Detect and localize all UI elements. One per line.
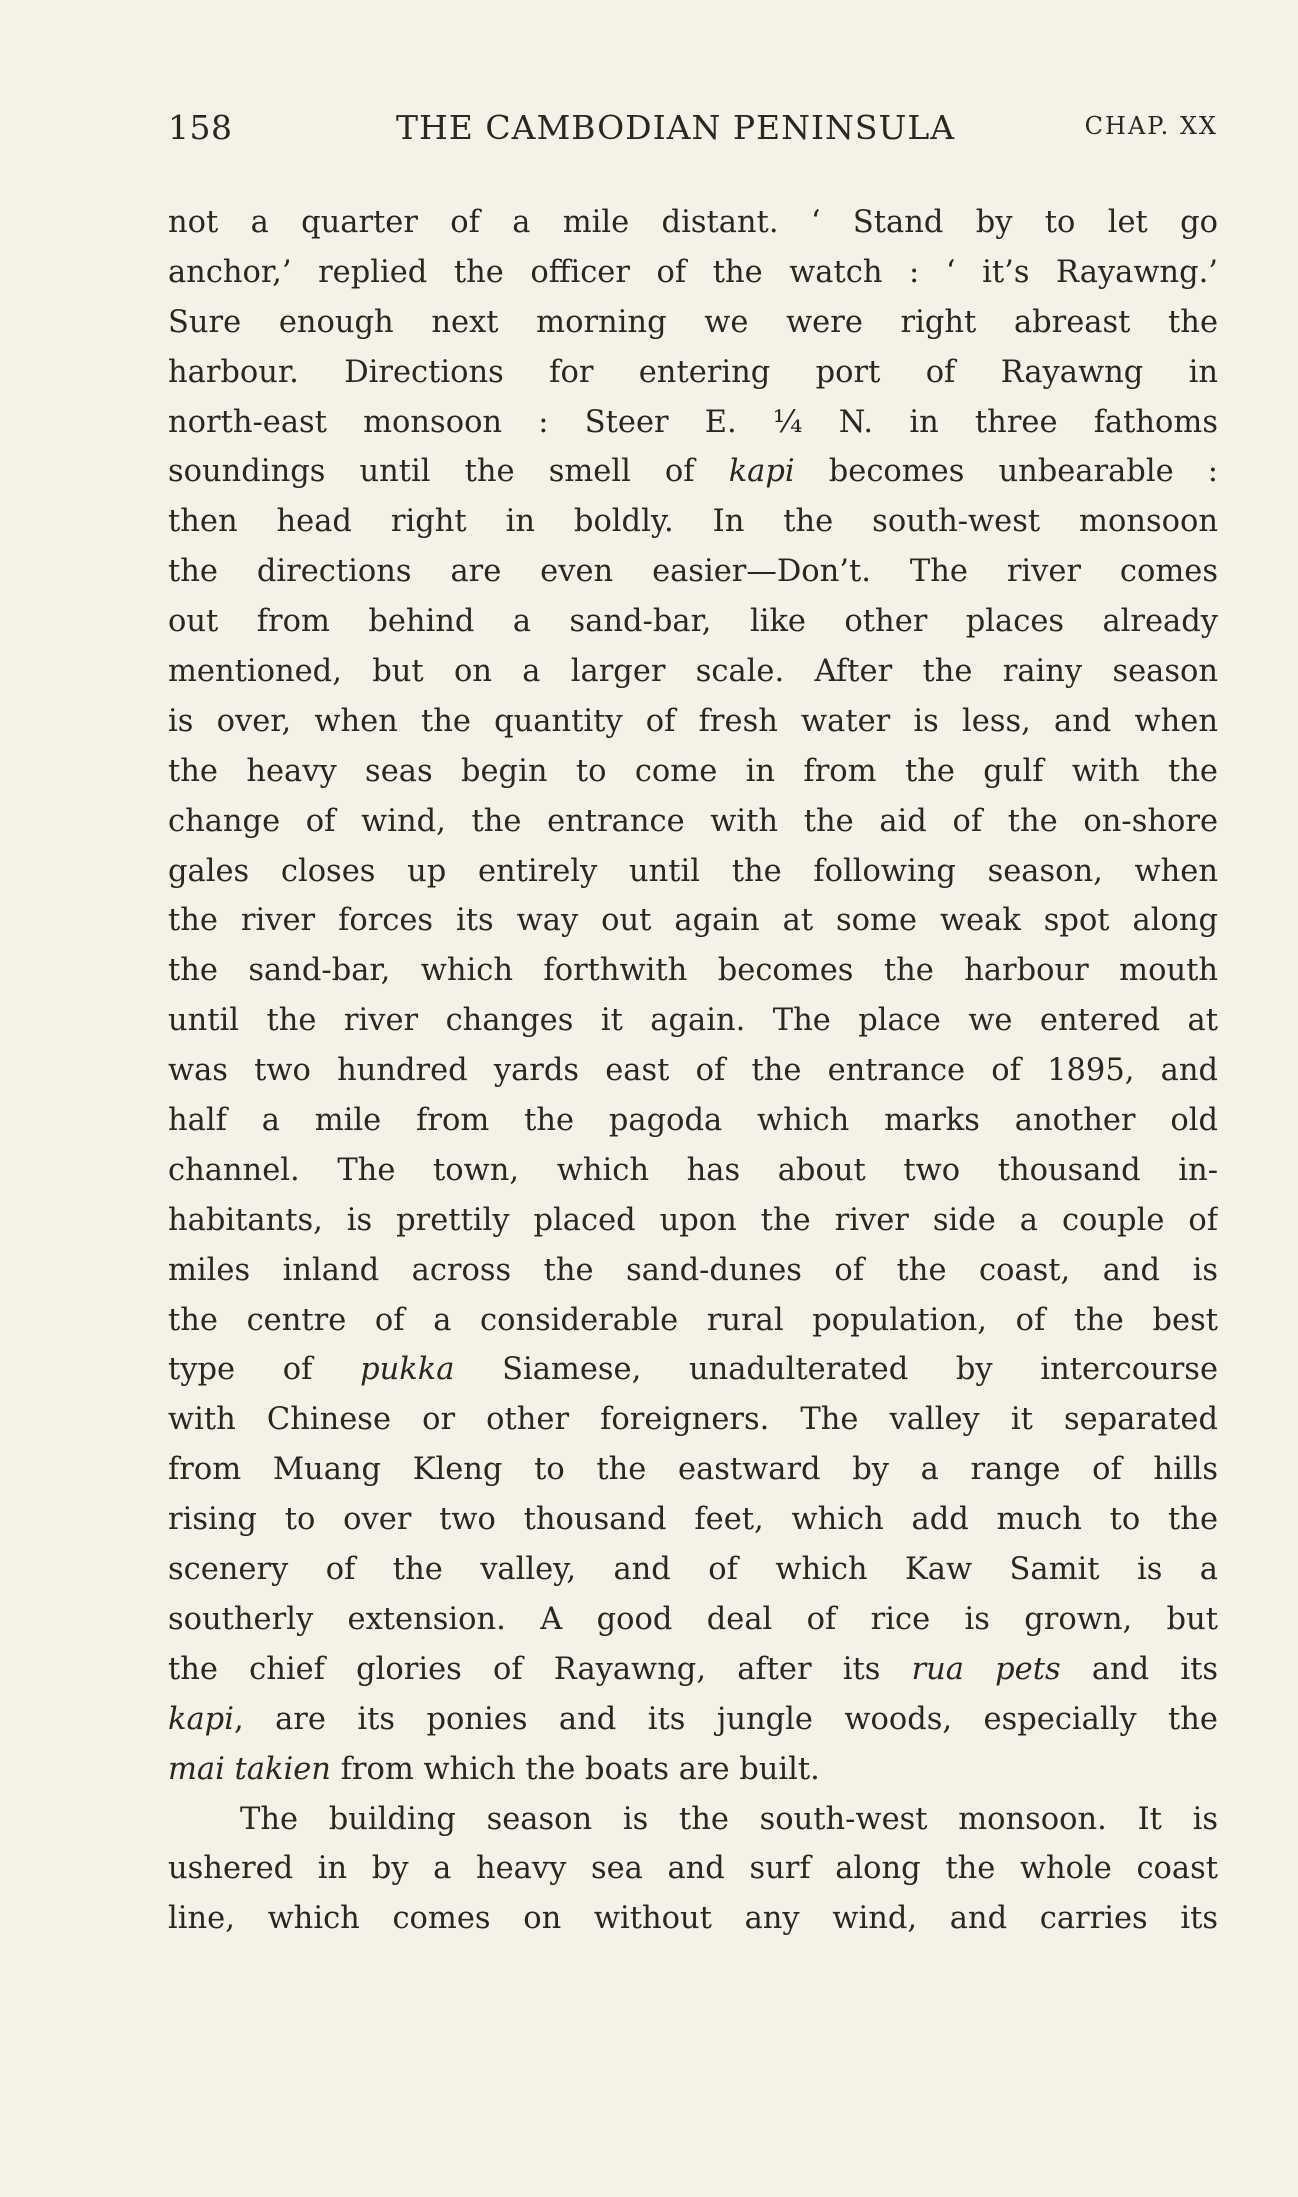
text-line: change of wind, the entrance with the aid of the on-shore bbox=[168, 803, 1218, 839]
text-line: anchor,’ replied the officer of the watch : ‘ it’s Rayawng.’ bbox=[168, 254, 1218, 290]
body-text bbox=[168, 198, 1218, 1944]
text-line: kapi, are its ponies and its jungle woods, especially the bbox=[168, 1701, 1218, 1737]
text-line: is over, when the quantity of fresh water is less, and when bbox=[168, 703, 1218, 739]
text-line: habitants, is prettily placed upon the river side a couple of bbox=[168, 1202, 1218, 1238]
text-line: with Chinese or other foreigners. The valley it separated bbox=[168, 1402, 1218, 1438]
text-line: scenery of the valley, and of which Kaw Samit is a bbox=[168, 1552, 1218, 1588]
text-line: the sand-bar, which forthwith becomes the harbour mouth bbox=[168, 953, 1218, 989]
text-line: miles inland across the sand-dunes of the coast, and is bbox=[168, 1252, 1218, 1288]
running-head: THE CAMBODIAN PENINSULA bbox=[396, 108, 956, 147]
text-line: rising to over two thousand feet, which add much to the bbox=[168, 1502, 1218, 1538]
text-line: gales closes up entirely until the following season, when bbox=[168, 853, 1218, 889]
text-line: soundings until the smell of kapi becomes unbearable : bbox=[168, 454, 1218, 490]
text-line: not a quarter of a mile distant. ‘ Stand by to let go bbox=[168, 205, 1218, 240]
text-line: line, which comes on without any wind, and carries its bbox=[168, 1901, 1218, 1937]
text-line: the river forces its way out again at some weak spot along bbox=[168, 903, 1218, 939]
text-line: the directions are even easier—Don’t. The river comes bbox=[168, 554, 1218, 590]
text-line: mai takien from which the boats are built. bbox=[168, 1751, 820, 1787]
text-line: southerly extension. A good deal of rice is grown, but bbox=[168, 1601, 1218, 1637]
text-line: out from behind a sand-bar, like other places already bbox=[168, 604, 1218, 640]
text-line: was two hundred yards east of the entrance of 1895, and bbox=[168, 1053, 1218, 1089]
text-line: north-east monsoon : Steer E. ¼ N. in three fathoms bbox=[168, 404, 1218, 440]
text-line: the chief glories of Rayawng, after its rua pets and its bbox=[168, 1651, 1218, 1687]
text-line: until the river changes it again. The place we entered at bbox=[168, 1003, 1218, 1039]
text-line: from Muang Kleng to the eastward by a range of hills bbox=[168, 1452, 1218, 1488]
page-header bbox=[168, 108, 1218, 154]
text-line: the centre of a considerable rural population, of the best bbox=[168, 1302, 1218, 1338]
text-line: the heavy seas begin to come in from the gulf with the bbox=[168, 753, 1218, 789]
chapter-label: CHAP. XX bbox=[1084, 112, 1218, 140]
page-number: 158 bbox=[168, 108, 233, 147]
text-line: then head right in boldly. In the south-west monsoon bbox=[168, 504, 1218, 540]
text-line: mentioned, but on a larger scale. After the rainy season bbox=[168, 654, 1218, 690]
text-line: half a mile from the pagoda which marks another old bbox=[168, 1103, 1218, 1139]
text-line: type of pukka Siamese, unadulterated by intercourse bbox=[168, 1352, 1218, 1388]
text-line: harbour. Directions for entering port of Rayawng in bbox=[168, 354, 1218, 390]
text-line: Sure enough next morning we were right abreast the bbox=[168, 304, 1218, 340]
text-line: ushered in by a heavy sea and surf along the whole coast bbox=[168, 1851, 1218, 1887]
text-line: channel. The town, which has about two thousand in- bbox=[168, 1152, 1218, 1188]
text-line: The building season is the south-west monsoon. It is bbox=[240, 1801, 1218, 1837]
